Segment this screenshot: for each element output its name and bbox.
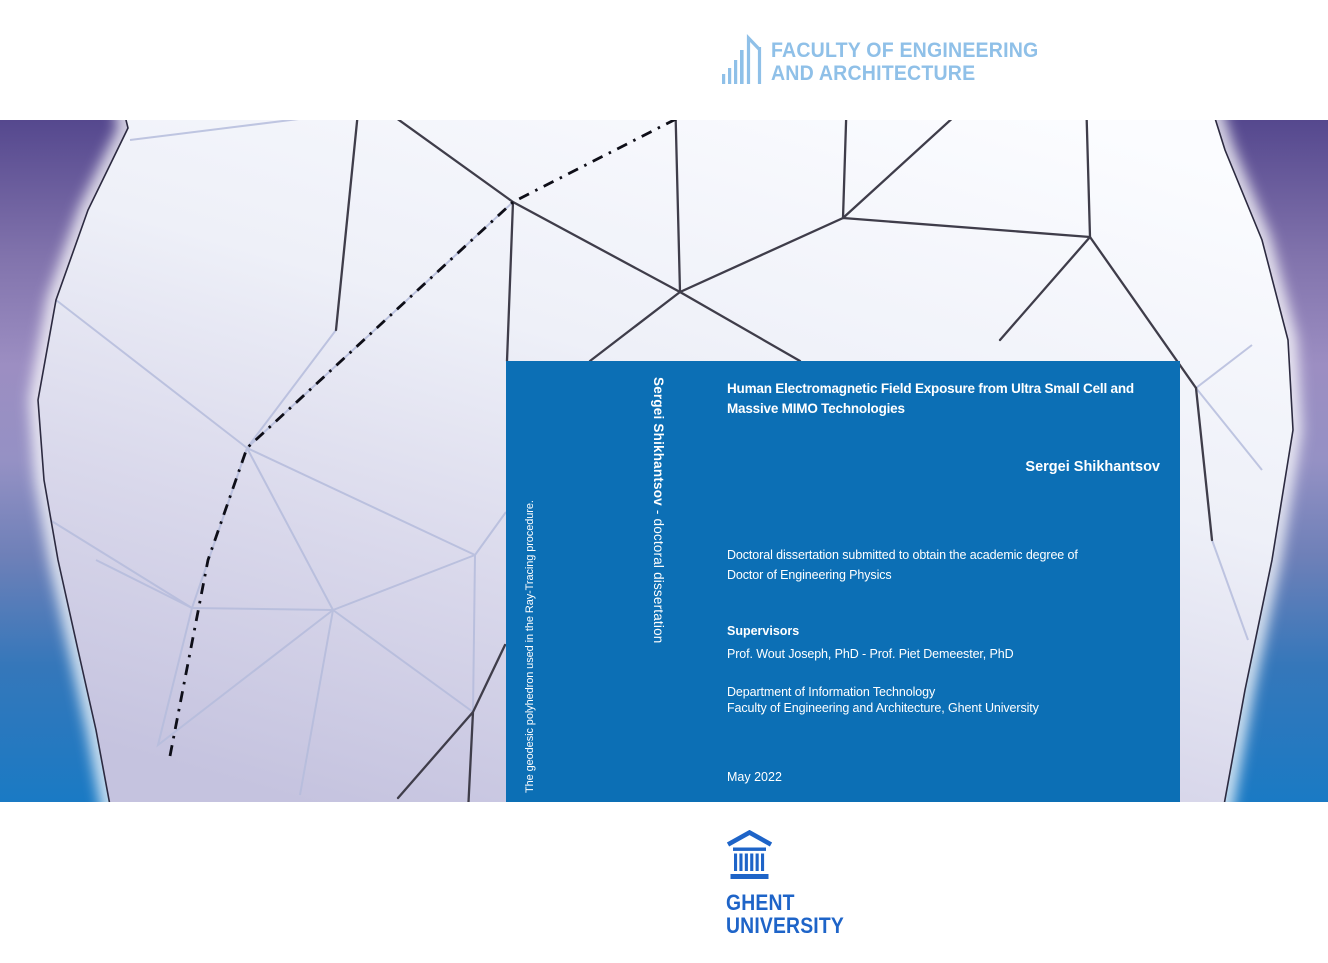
faculty-logo <box>721 30 1065 85</box>
author-name: Sergei Shikhantsov <box>1025 459 1160 475</box>
university-name <box>726 891 844 937</box>
supervisors-names: Prof. Wout Joseph, PhD - Prof. Piet Demeester, PhD <box>727 647 1014 661</box>
dissertation-title <box>727 379 1134 419</box>
faculty-name-line2: AND ARCHITECTURE <box>771 61 976 85</box>
department-line2: Faculty of Engineering and Architecture, Ghent University <box>727 700 1039 715</box>
department-line1: Department of Information Technology <box>727 685 936 699</box>
degree-line1: Doctoral dissertation submitted to obtain the academic degree of <box>727 548 1078 562</box>
supervisors-label: Supervisors <box>727 624 800 638</box>
ghent-university-logo <box>726 830 860 937</box>
faculty-name-line1: FACULTY OF ENGINEERING <box>771 38 1039 62</box>
university-name-line2: UNIVERSITY <box>726 913 844 938</box>
publication-date: May 2022 <box>727 770 782 784</box>
title-line1: Human Electromagnetic Field Exposure from Ultra Small Cell and <box>727 381 1134 396</box>
faculty-name <box>771 39 1038 85</box>
bottom-band <box>0 802 1328 963</box>
spine-author: Sergei Shikhantsov <box>651 377 666 506</box>
department-info <box>727 685 1039 716</box>
spine-suffix: - doctoral dissertation <box>651 505 666 644</box>
university-name-line1: GHENT <box>726 890 795 915</box>
degree-statement <box>727 545 1078 585</box>
degree-line2: Doctor of Engineering Physics <box>727 568 892 582</box>
title-panel <box>506 361 1180 802</box>
top-band <box>0 0 1328 120</box>
title-line2: Massive MIMO Technologies <box>727 401 905 416</box>
faculty-building-icon <box>721 30 762 84</box>
ghent-aula-icon <box>726 830 773 882</box>
spine-title <box>651 377 666 644</box>
artwork-caption: The geodesic polyhedron used in the Ray-Tracing procedure. <box>524 500 536 793</box>
